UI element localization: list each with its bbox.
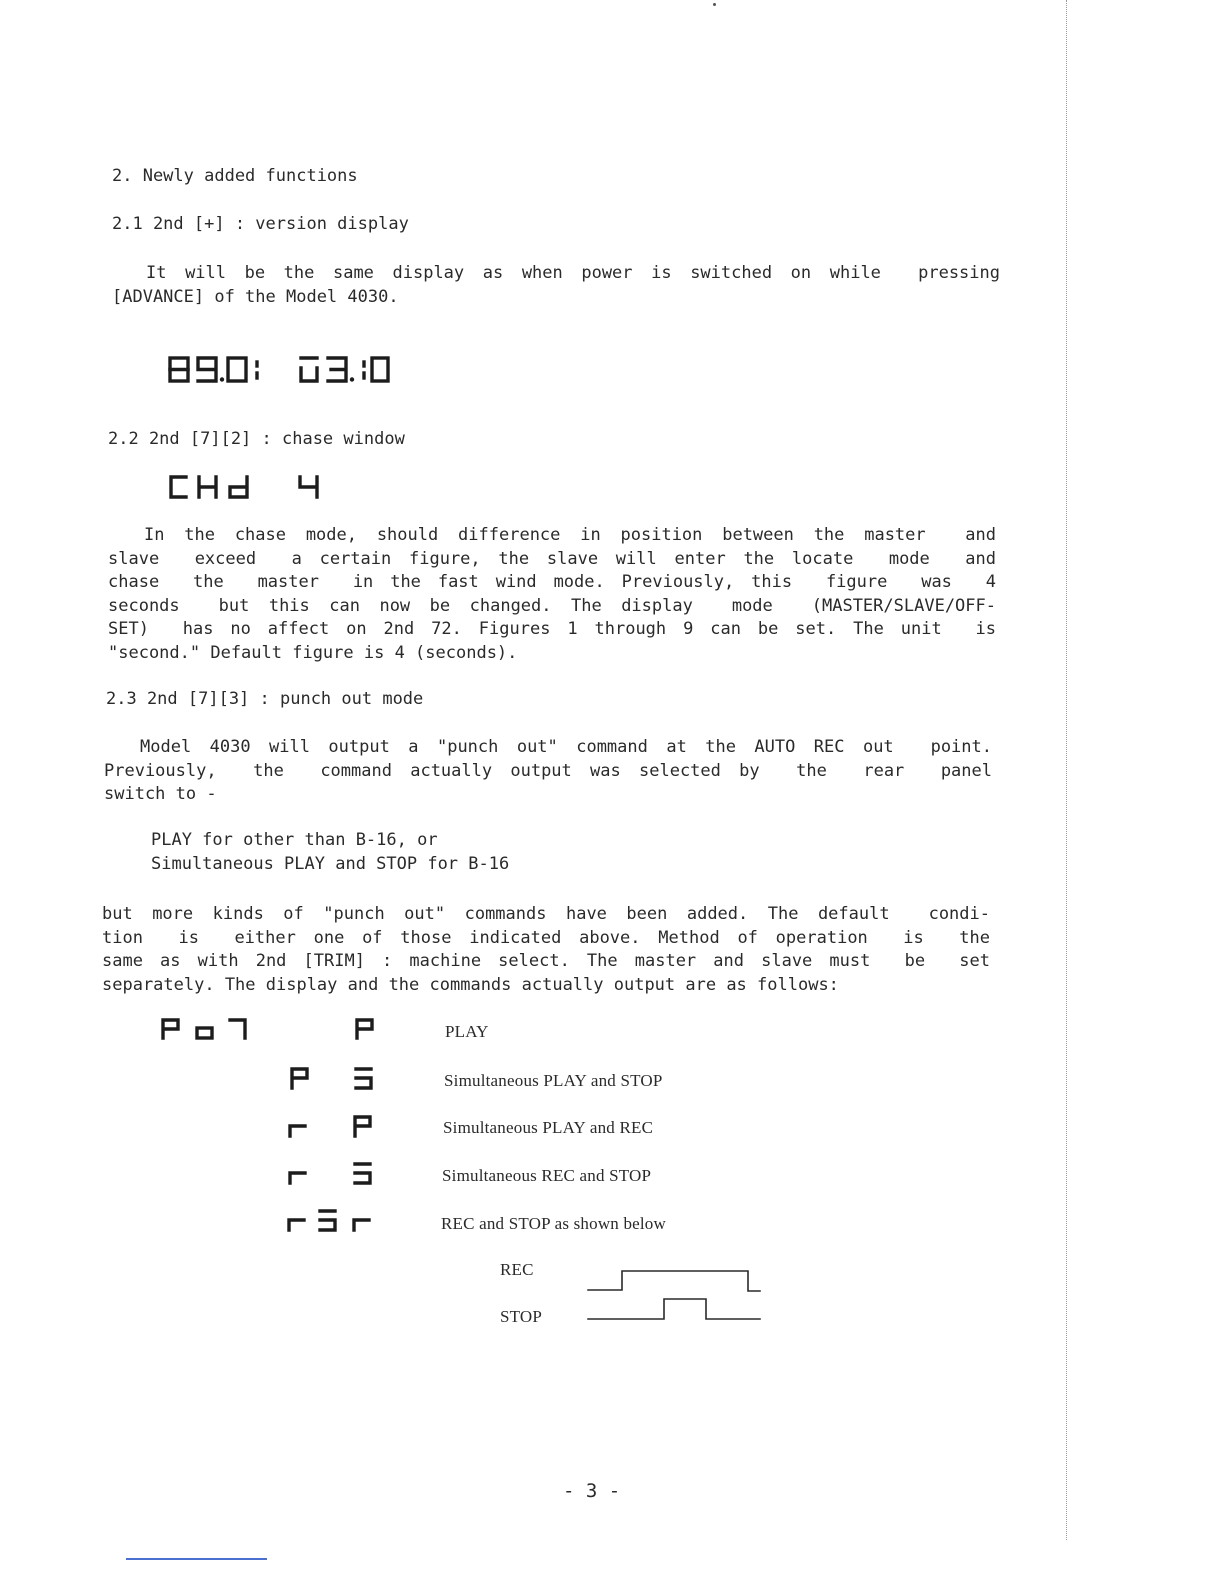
body-line: chase the master in the fast wind mode. Previously, this figure was 4 bbox=[108, 572, 996, 592]
body-line: In the chase mode, should difference in position between the master and bbox=[144, 525, 996, 545]
body-line: switch to - bbox=[104, 784, 217, 804]
rec-stop-code-icon bbox=[287, 1161, 387, 1187]
play-stop-code-icon bbox=[289, 1066, 389, 1092]
section-2-2-body bbox=[108, 524, 996, 665]
stop-waveform bbox=[588, 1299, 760, 1319]
body-line: "second." Default figure is 4 (seconds). bbox=[108, 642, 518, 663]
mode-label: Simultaneous REC and STOP bbox=[442, 1166, 652, 1185]
body-line: slave exceed a certain figure, the slave will enter the locate mode and bbox=[108, 548, 996, 569]
rec-and-stop-code-icon bbox=[286, 1208, 386, 1234]
section-2-3-list bbox=[151, 829, 509, 876]
body-line: Model 4030 will output a "punch out" command at the AUTO REC out point. bbox=[140, 737, 992, 757]
mode-label: Simultaneous PLAY and STOP bbox=[444, 1071, 663, 1090]
mode-label: Simultaneous PLAY and REC bbox=[443, 1118, 654, 1137]
rec-waveform bbox=[588, 1271, 760, 1291]
section-2-2-title: 2.2 2nd [7][2] : chase window bbox=[108, 429, 405, 449]
mode-label: REC and STOP as shown below bbox=[441, 1214, 666, 1233]
body-line: tion is either one of those indicated above. Method of operation is the bbox=[102, 927, 990, 948]
body-line: [ADVANCE] of the Model 4030. bbox=[112, 286, 399, 307]
rec-stop-timing-diagram bbox=[585, 1266, 765, 1326]
section-2-3-body-2 bbox=[102, 903, 990, 997]
body-line: same as with 2nd [TRIM] : machine select. The master and slave must be set bbox=[102, 951, 990, 971]
chase-window-display-icon bbox=[168, 474, 328, 504]
play-rec-code-icon bbox=[287, 1114, 387, 1140]
scan-speck bbox=[713, 3, 716, 6]
timing-rec-label: REC bbox=[500, 1260, 534, 1279]
play-code-icon bbox=[354, 1018, 380, 1044]
version-display-icon bbox=[168, 356, 458, 386]
list-item: Simultaneous PLAY and STOP for B-16 bbox=[151, 853, 510, 874]
section-2-3-body bbox=[104, 736, 992, 807]
list-item: PLAY for other than B-16, or bbox=[151, 830, 438, 850]
margin-dotted-rule bbox=[1066, 0, 1067, 1540]
page-number: - 3 - bbox=[563, 1480, 621, 1502]
body-line: seconds but this can now be changed. The display mode (MASTER/SLAVE/OFF- bbox=[108, 595, 996, 616]
blue-underline bbox=[126, 1558, 267, 1560]
section-heading: 2. Newly added functions bbox=[112, 166, 358, 186]
section-2-3-title: 2.3 2nd [7][3] : punch out mode bbox=[106, 689, 424, 709]
section-2-1-title: 2.1 2nd [+] : version display bbox=[112, 214, 409, 234]
body-line: separately. The display and the commands actually output are as follows: bbox=[102, 974, 839, 995]
timing-stop-label: STOP bbox=[500, 1307, 543, 1326]
body-line: It will be the same display as when power is switched on while pressing bbox=[146, 263, 1000, 283]
punch-out-mode-display-icon bbox=[160, 1018, 260, 1044]
body-line: Previously, the command actually output was selected by the rear panel bbox=[104, 760, 992, 781]
section-2-1-body bbox=[112, 262, 1000, 309]
body-line: but more kinds of "punch out" commands have been added. The default condi- bbox=[102, 904, 990, 924]
body-line: SET) has no affect on 2nd 72. Figures 1 through 9 can be set. The unit is bbox=[108, 619, 996, 639]
mode-label: PLAY bbox=[445, 1022, 489, 1041]
